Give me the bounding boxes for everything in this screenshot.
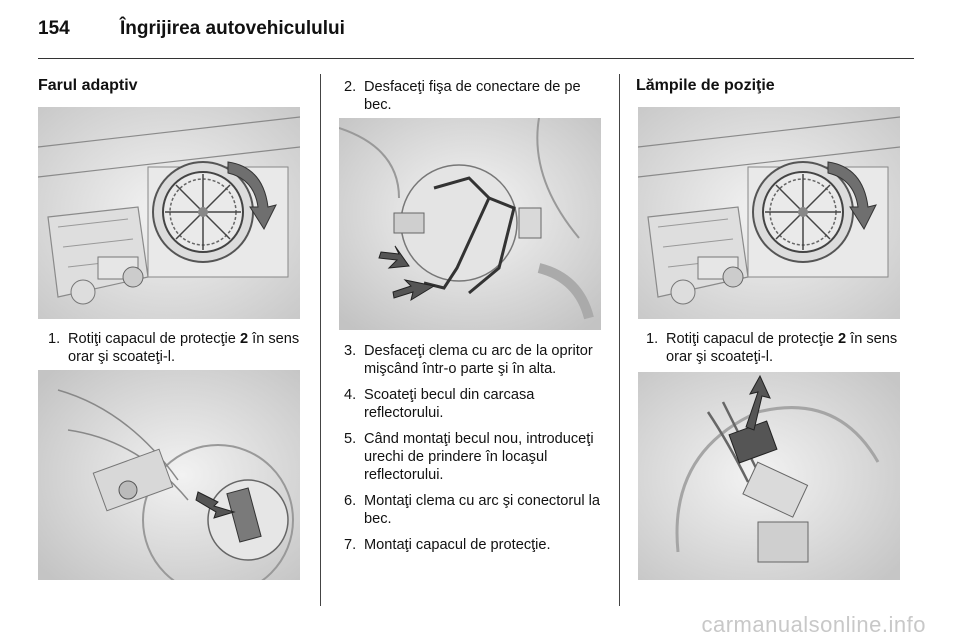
step-text: Când montaţi becul nou, introduceţi urechi de prindere în locaşul reflectorului.: [364, 431, 594, 483]
step-text: în sens orar şi scoateţi-l.: [666, 331, 898, 365]
list-item: [344, 492, 606, 528]
figure-connector-unplug: [339, 118, 601, 330]
step-text: Scoateţi becul din carcasa reflectorului.: [364, 387, 535, 421]
section-heading-adaptive-headlight: Farul adaptiv: [38, 77, 138, 94]
step-number: 5.: [344, 431, 357, 447]
figure-position-lamp-cover-rotate: [638, 107, 900, 319]
page-title: Îngrijirea autovehiculului: [120, 18, 345, 39]
step-text: Montaţi capacul de protecţie.: [364, 537, 551, 553]
step-text: Desfaceţi fişa de conectare de pe bec.: [364, 79, 581, 113]
step-text: Rotiţi capacul de protecţie: [68, 331, 240, 347]
figure-headlight-bulb-clip: [38, 370, 300, 580]
step-number: 1.: [48, 331, 61, 347]
list-item: [344, 386, 606, 422]
list-item: [48, 330, 303, 366]
step-text: Desfaceţi clema cu arc de la opritor mişcând într-o parte şi în alta.: [364, 343, 593, 377]
section-heading-position-lamps: Lămpile de poziţie: [636, 77, 775, 94]
list-item: [344, 430, 606, 484]
step-number: 3.: [344, 343, 357, 359]
step-bold-ref: 2: [837, 331, 847, 347]
figure-position-lamp-bulb-pull: [638, 372, 900, 580]
column-separator: [320, 74, 321, 606]
step-bold-ref: 2: [239, 331, 249, 347]
steps-list-left: [48, 330, 303, 374]
column-separator: [619, 74, 620, 606]
step-number: 1.: [646, 331, 659, 347]
figure-headlight-cover-rotate: [38, 107, 300, 319]
step-number: 7.: [344, 537, 357, 553]
step-text: în sens orar şi scoateţi-l.: [68, 331, 300, 365]
list-item: [344, 78, 606, 114]
page-number: 154: [38, 18, 70, 39]
list-item: [344, 342, 606, 378]
steps-list-middle: [344, 342, 606, 562]
list-item: [646, 330, 901, 366]
steps-list-middle-top: [344, 78, 606, 122]
step-number: 6.: [344, 493, 357, 509]
header-rule: [38, 58, 914, 59]
step-text: Rotiţi capacul de protecţie: [666, 331, 838, 347]
step-number: 2.: [344, 79, 357, 95]
watermark: carmanualsonline.info: [701, 612, 926, 637]
list-item: [344, 536, 606, 554]
step-number: 4.: [344, 387, 357, 403]
steps-list-right: [646, 330, 901, 374]
step-text: Montaţi clema cu arc şi conectorul la bec.: [364, 493, 601, 527]
